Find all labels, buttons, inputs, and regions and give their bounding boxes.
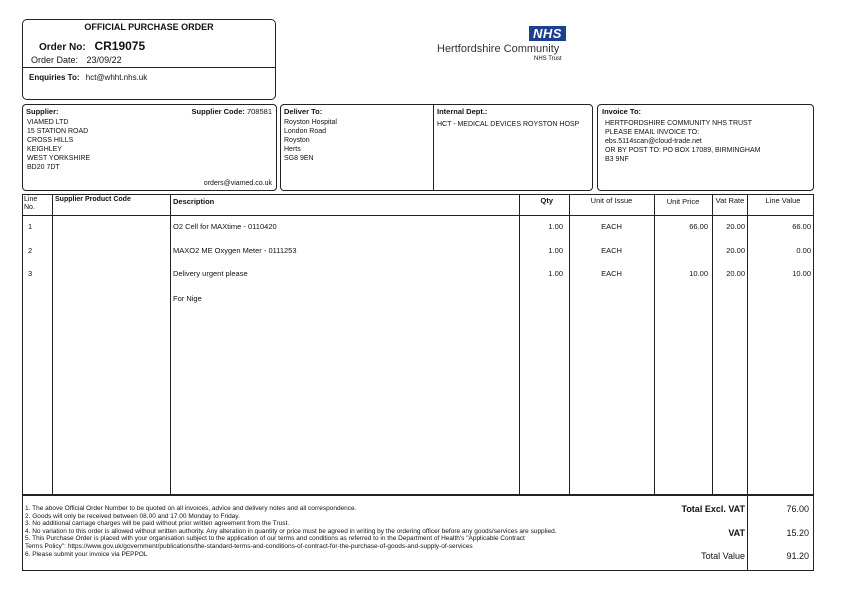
address-line: London Road	[284, 128, 327, 135]
supplier-email: orders@viamed.co.uk	[203, 180, 272, 187]
row-description: O2 Cell for MAXtime - 0110420	[173, 222, 277, 231]
header-vat-rate: Vat Rate	[715, 196, 745, 205]
address-line: PLEASE EMAIL INVOICE TO:	[605, 129, 700, 136]
line-items-table	[22, 194, 814, 495]
term-line: 6. Please submit your invoice via PEPPOL	[25, 550, 148, 558]
address-line: Royston Hospital	[284, 119, 337, 126]
header-line-value: Line Value	[765, 196, 801, 205]
row-line-value: 66.00	[792, 222, 811, 231]
total-excl-vat-value: 76.00	[786, 504, 809, 514]
row-vat-rate: 20.00	[726, 269, 745, 278]
header-unit-of-issue: Unit of Issue	[590, 196, 633, 205]
term-line: 1. The above Official Order Number to be quoted on all invoices, advice and delivery notes and all correspondence.	[25, 505, 357, 512]
nhs-badge: NHS	[529, 26, 566, 41]
row-description: MAXO2 ME Oxygen Meter - 0111253	[173, 246, 297, 255]
vat-value: 15.20	[786, 528, 809, 538]
row-vat-rate: 20.00	[726, 246, 745, 255]
address-line: HERTFORDSHIRE COMMUNITY NHS TRUST	[605, 120, 753, 127]
address-line: KEIGHLEY	[27, 146, 63, 153]
invoice-to-label: Invoice To:	[602, 107, 642, 116]
row-qty: 1.00	[548, 246, 563, 255]
address-line: SG8 9EN	[284, 155, 314, 162]
org-sub: NHS Trust	[534, 56, 562, 62]
invoice-address	[605, 119, 760, 164]
row-vat-rate: 20.00	[726, 222, 745, 231]
row-line-no: 2	[28, 246, 33, 255]
row-line-value: 0.00	[796, 246, 811, 255]
row-unit-price: 66.00	[689, 222, 708, 231]
supplier-code: 708581	[246, 107, 272, 116]
internal-dept-label: Internal Dept.:	[437, 107, 488, 116]
address-line: VIAMED LTD	[27, 119, 69, 126]
supplier-code-label: Supplier Code:	[191, 107, 245, 116]
document-title: OFFICIAL PURCHASE ORDER	[84, 22, 214, 32]
row-line-no: 3	[28, 269, 33, 278]
address-line: OR BY POST TO: PO BOX 17089, BIRMINGHAM	[605, 147, 761, 154]
terms-list	[25, 505, 557, 558]
nhs-logo	[529, 25, 566, 43]
supplier-box	[22, 104, 277, 191]
internal-dept-value: HCT - MEDICAL DEVICES ROYSTON HOSP	[437, 121, 580, 128]
address-line: Herts	[284, 146, 301, 153]
term-line: 3. No additional carriage charges will be paid without prior written agreement from the Trust.	[25, 520, 290, 528]
total-excl-vat-label: Total Excl. VAT	[681, 504, 745, 514]
address-line: CROSS HILLS	[27, 137, 74, 144]
enquiries-label: Enquiries To:	[29, 73, 80, 82]
row-qty: 1.00	[548, 269, 563, 278]
address-line: BD20 7DT	[27, 164, 60, 171]
enquiries-email: hct@whht.nhs.uk	[85, 73, 148, 82]
row-unit: EACH	[601, 246, 622, 255]
footer-box	[22, 495, 814, 571]
address-line: ebs.5114scan@cloud-trade.net	[605, 138, 702, 145]
header-product-code: Supplier Product Code	[55, 196, 131, 203]
deliver-to-box	[280, 104, 593, 191]
header-description: Description	[173, 197, 215, 206]
term-line: 5. This Purchase Order is placed with your organisation subject to the application of our terms and conditions as referred to in the Department of Health's "Applicable Contract	[25, 535, 525, 543]
row-description: Delivery urgent please	[173, 269, 248, 278]
term-line: Terms Policy": https://www.gov.uk/government/publications/the-standard-terms-and-conditions-of-contract-for-the-purchase-of-goods-and-supply-of-services	[25, 542, 473, 550]
total-value: 91.20	[786, 551, 809, 561]
address-line: 15 STATION ROAD	[27, 128, 89, 135]
row-unit-price: 10.00	[689, 269, 708, 278]
order-date-value: 23/09/22	[86, 55, 122, 65]
vat-label: VAT	[728, 528, 745, 538]
row-qty: 1.00	[548, 222, 563, 231]
row-unit: EACH	[601, 269, 622, 278]
header-qty: Qty	[540, 196, 553, 205]
order-date-label: Order Date:	[31, 55, 79, 65]
term-line: 4. No variation to this order is allowed without written authority. Any alteration in quantity or price must be agreed in writing by the ordering officer before any goods/services are supplied.	[25, 527, 557, 535]
row-line-value: 10.00	[792, 269, 811, 278]
address-line: Royston	[284, 137, 310, 144]
deliver-address	[284, 118, 337, 163]
address-line: WEST YORKSHIRE	[27, 155, 91, 162]
invoice-to-box	[597, 104, 814, 191]
total-value-label: Total Value	[701, 551, 745, 561]
order-header-box	[22, 19, 276, 100]
term-line: 2. Goods will only be received between 08.00 and 17.00 Monday to Friday.	[25, 512, 240, 520]
order-no-value: CR19075	[94, 39, 146, 53]
order-no-label: Order No:	[39, 42, 86, 53]
header-line-no: Line No.	[24, 196, 38, 211]
org-name: Hertfordshire Community	[437, 43, 560, 55]
line-note: For Nige	[173, 294, 202, 303]
supplier-address	[27, 118, 90, 172]
header-unit-price: Unit Price	[666, 197, 700, 206]
row-line-no: 1	[28, 222, 33, 231]
supplier-label: Supplier:	[26, 107, 59, 116]
row-unit: EACH	[601, 222, 622, 231]
deliver-to-label: Deliver To:	[284, 107, 323, 116]
address-line: B3 9NF	[605, 156, 629, 163]
